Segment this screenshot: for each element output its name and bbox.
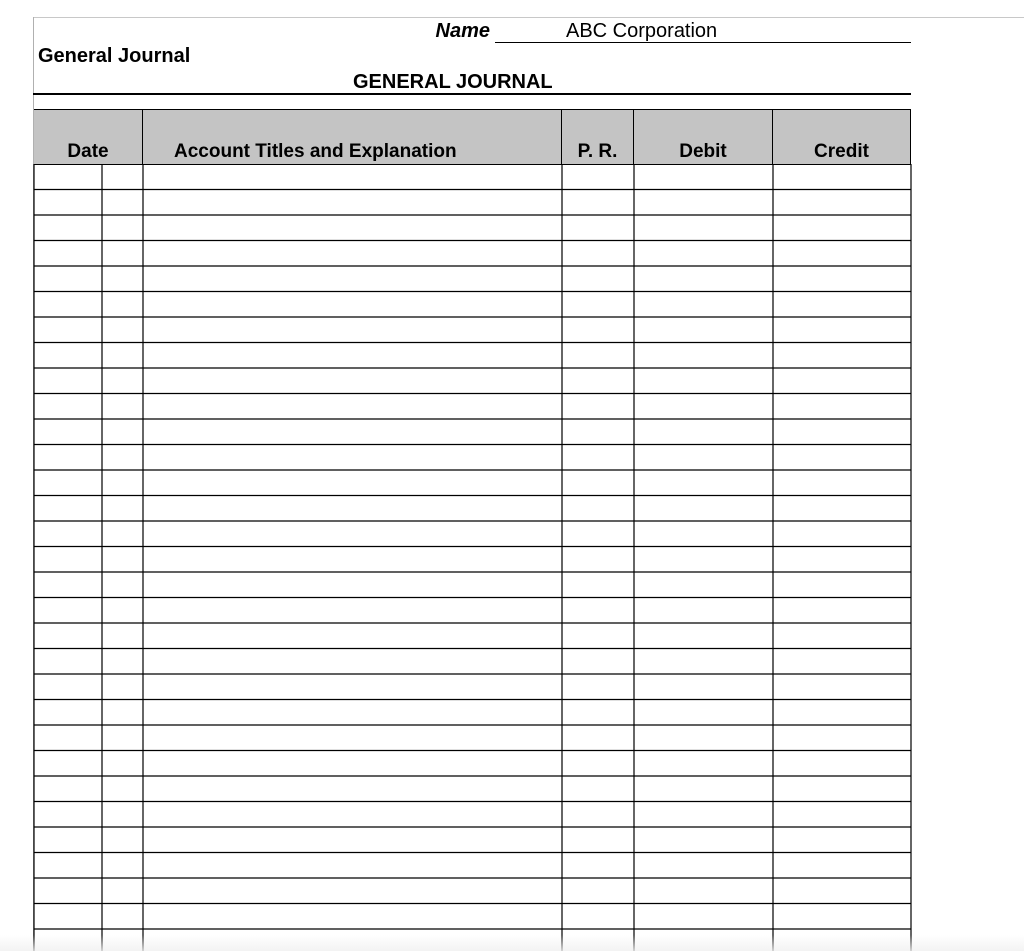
- date-month-cell[interactable]: [34, 853, 102, 879]
- debit-cell[interactable]: [634, 547, 773, 573]
- account-title-cell[interactable]: [143, 368, 562, 394]
- credit-cell[interactable]: [773, 649, 911, 675]
- debit-cell[interactable]: [634, 215, 773, 241]
- debit-cell[interactable]: [634, 470, 773, 496]
- column-header-date: Date: [34, 110, 143, 164]
- date-day-cell[interactable]: [102, 929, 143, 951]
- pr-cell[interactable]: [562, 419, 634, 445]
- debit-cell[interactable]: [634, 445, 773, 471]
- account-title-cell[interactable]: [143, 241, 562, 267]
- column-header-debit: Debit: [634, 110, 773, 164]
- account-title-cell[interactable]: [143, 470, 562, 496]
- pr-cell[interactable]: [562, 929, 634, 951]
- account-title-cell[interactable]: [143, 445, 562, 471]
- date-month-cell[interactable]: [34, 496, 102, 522]
- credit-cell[interactable]: [773, 394, 911, 420]
- table-row: [34, 343, 911, 369]
- account-title-cell[interactable]: [143, 751, 562, 777]
- table-row: [34, 623, 911, 649]
- credit-cell[interactable]: [773, 598, 911, 624]
- debit-cell[interactable]: [634, 521, 773, 547]
- debit-cell[interactable]: [634, 343, 773, 369]
- date-month-cell[interactable]: [34, 878, 102, 904]
- date-month-cell[interactable]: [34, 164, 102, 190]
- date-month-cell[interactable]: [34, 215, 102, 241]
- table-row: [34, 368, 911, 394]
- date-day-cell[interactable]: [102, 266, 143, 292]
- table-row: [34, 802, 911, 828]
- table-row: [34, 751, 911, 777]
- credit-cell[interactable]: [773, 623, 911, 649]
- date-month-cell[interactable]: [34, 190, 102, 216]
- debit-cell[interactable]: [634, 776, 773, 802]
- credit-cell[interactable]: [773, 190, 911, 216]
- debit-cell[interactable]: [634, 725, 773, 751]
- column-header-account-titles: Account Titles and Explanation: [143, 110, 562, 164]
- date-day-cell[interactable]: [102, 776, 143, 802]
- credit-cell[interactable]: [773, 878, 911, 904]
- date-month-cell[interactable]: [34, 241, 102, 267]
- date-day-cell[interactable]: [102, 751, 143, 777]
- date-month-cell[interactable]: [34, 292, 102, 318]
- date-day-cell[interactable]: [102, 878, 143, 904]
- account-title-cell[interactable]: [143, 853, 562, 879]
- pr-cell[interactable]: [562, 496, 634, 522]
- table-row: [34, 700, 911, 726]
- table-row: [34, 674, 911, 700]
- debit-cell[interactable]: [634, 853, 773, 879]
- table-row: [34, 317, 911, 343]
- debit-cell[interactable]: [634, 674, 773, 700]
- credit-cell[interactable]: [773, 802, 911, 828]
- pr-cell[interactable]: [562, 853, 634, 879]
- account-title-cell[interactable]: [143, 878, 562, 904]
- account-title-cell[interactable]: [143, 598, 562, 624]
- debit-cell[interactable]: [634, 368, 773, 394]
- pr-cell[interactable]: [562, 445, 634, 471]
- date-month-cell[interactable]: [34, 445, 102, 471]
- date-day-cell[interactable]: [102, 292, 143, 318]
- debit-cell[interactable]: [634, 164, 773, 190]
- account-title-cell[interactable]: [143, 649, 562, 675]
- account-title-cell[interactable]: [143, 623, 562, 649]
- pr-cell[interactable]: [562, 190, 634, 216]
- pr-cell[interactable]: [562, 521, 634, 547]
- date-day-cell[interactable]: [102, 317, 143, 343]
- credit-cell[interactable]: [773, 853, 911, 879]
- credit-cell[interactable]: [773, 241, 911, 267]
- date-day-cell[interactable]: [102, 419, 143, 445]
- table-row: [34, 649, 911, 675]
- pr-cell[interactable]: [562, 700, 634, 726]
- credit-cell[interactable]: [773, 470, 911, 496]
- credit-cell[interactable]: [773, 929, 911, 951]
- debit-cell[interactable]: [634, 292, 773, 318]
- date-month-cell[interactable]: [34, 623, 102, 649]
- date-month-cell[interactable]: [34, 700, 102, 726]
- table-row: [34, 827, 911, 853]
- sheet-title: General Journal: [38, 45, 191, 67]
- pr-cell[interactable]: [562, 751, 634, 777]
- date-day-cell[interactable]: [102, 623, 143, 649]
- pr-cell[interactable]: [562, 776, 634, 802]
- debit-cell[interactable]: [634, 827, 773, 853]
- date-month-cell[interactable]: [34, 343, 102, 369]
- credit-cell[interactable]: [773, 725, 911, 751]
- date-month-cell[interactable]: [34, 649, 102, 675]
- date-month-cell[interactable]: [34, 725, 102, 751]
- table-row: [34, 496, 911, 522]
- date-day-cell[interactable]: [102, 674, 143, 700]
- pr-cell[interactable]: [562, 292, 634, 318]
- date-day-cell[interactable]: [102, 190, 143, 216]
- date-month-cell[interactable]: [34, 751, 102, 777]
- date-day-cell[interactable]: [102, 445, 143, 471]
- credit-cell[interactable]: [773, 904, 911, 930]
- account-title-cell[interactable]: [143, 572, 562, 598]
- credit-cell[interactable]: [773, 266, 911, 292]
- table-row: [34, 292, 911, 318]
- account-title-cell[interactable]: [143, 700, 562, 726]
- table-row: [34, 241, 911, 267]
- pr-cell[interactable]: [562, 266, 634, 292]
- date-month-cell[interactable]: [34, 776, 102, 802]
- pr-cell[interactable]: [562, 725, 634, 751]
- table-row: [34, 470, 911, 496]
- table-row: [34, 776, 911, 802]
- table-row: [34, 521, 911, 547]
- date-month-cell[interactable]: [34, 470, 102, 496]
- table-row: [34, 725, 911, 751]
- date-day-cell[interactable]: [102, 496, 143, 522]
- credit-cell[interactable]: [773, 419, 911, 445]
- date-month-cell[interactable]: [34, 904, 102, 930]
- date-day-cell[interactable]: [102, 827, 143, 853]
- debit-cell[interactable]: [634, 878, 773, 904]
- pr-cell[interactable]: [562, 241, 634, 267]
- debit-cell[interactable]: [634, 649, 773, 675]
- date-day-cell[interactable]: [102, 598, 143, 624]
- name-label: Name: [435, 20, 490, 42]
- date-day-cell[interactable]: [102, 343, 143, 369]
- date-month-cell[interactable]: [34, 929, 102, 951]
- date-day-cell[interactable]: [102, 572, 143, 598]
- credit-cell[interactable]: [773, 215, 911, 241]
- column-header-credit: Credit: [773, 110, 911, 164]
- pr-cell[interactable]: [562, 802, 634, 828]
- date-day-cell[interactable]: [102, 394, 143, 420]
- table-row: [34, 215, 911, 241]
- column-header-pr: P. R.: [562, 110, 634, 164]
- date-day-cell[interactable]: [102, 802, 143, 828]
- debit-cell[interactable]: [634, 598, 773, 624]
- debit-cell[interactable]: [634, 751, 773, 777]
- account-title-cell[interactable]: [143, 190, 562, 216]
- credit-cell[interactable]: [773, 317, 911, 343]
- pr-cell[interactable]: [562, 394, 634, 420]
- account-title-cell[interactable]: [143, 496, 562, 522]
- credit-cell[interactable]: [773, 572, 911, 598]
- pr-cell[interactable]: [562, 649, 634, 675]
- date-day-cell[interactable]: [102, 725, 143, 751]
- date-day-cell[interactable]: [102, 241, 143, 267]
- pr-cell[interactable]: [562, 547, 634, 573]
- table-row: [34, 598, 911, 624]
- credit-cell[interactable]: [773, 292, 911, 318]
- date-month-cell[interactable]: [34, 674, 102, 700]
- credit-cell[interactable]: [773, 700, 911, 726]
- pr-cell[interactable]: [562, 317, 634, 343]
- date-day-cell[interactable]: [102, 521, 143, 547]
- date-month-cell[interactable]: [34, 572, 102, 598]
- account-title-cell[interactable]: [143, 521, 562, 547]
- account-title-cell[interactable]: [143, 419, 562, 445]
- journal-heading: GENERAL JOURNAL: [353, 71, 553, 93]
- credit-cell[interactable]: [773, 343, 911, 369]
- date-day-cell[interactable]: [102, 470, 143, 496]
- credit-cell[interactable]: [773, 164, 911, 190]
- date-day-cell[interactable]: [102, 649, 143, 675]
- date-day-cell[interactable]: [102, 853, 143, 879]
- pr-cell[interactable]: [562, 623, 634, 649]
- table-row: [34, 190, 911, 216]
- date-day-cell[interactable]: [102, 368, 143, 394]
- credit-cell[interactable]: [773, 751, 911, 777]
- date-month-cell[interactable]: [34, 394, 102, 420]
- table-row: [34, 164, 911, 190]
- debit-cell[interactable]: [634, 394, 773, 420]
- debit-cell[interactable]: [634, 929, 773, 951]
- table-row: [34, 929, 911, 951]
- date-day-cell[interactable]: [102, 164, 143, 190]
- credit-cell[interactable]: [773, 547, 911, 573]
- date-month-cell[interactable]: [34, 317, 102, 343]
- name-value[interactable]: ABC Corporation: [566, 20, 718, 42]
- account-title-cell[interactable]: [143, 802, 562, 828]
- pr-cell[interactable]: [562, 878, 634, 904]
- credit-cell[interactable]: [773, 368, 911, 394]
- credit-cell[interactable]: [773, 776, 911, 802]
- debit-cell[interactable]: [634, 802, 773, 828]
- credit-cell[interactable]: [773, 496, 911, 522]
- pr-cell[interactable]: [562, 674, 634, 700]
- pr-cell[interactable]: [562, 470, 634, 496]
- debit-cell[interactable]: [634, 700, 773, 726]
- table-row: [34, 419, 911, 445]
- debit-cell[interactable]: [634, 496, 773, 522]
- pr-cell[interactable]: [562, 368, 634, 394]
- table-row: [34, 266, 911, 292]
- account-title-cell[interactable]: [143, 674, 562, 700]
- debit-cell[interactable]: [634, 419, 773, 445]
- credit-cell[interactable]: [773, 521, 911, 547]
- account-title-cell[interactable]: [143, 929, 562, 951]
- account-title-cell[interactable]: [143, 725, 562, 751]
- account-title-cell[interactable]: [143, 776, 562, 802]
- account-title-cell[interactable]: [143, 547, 562, 573]
- credit-cell[interactable]: [773, 445, 911, 471]
- date-month-cell[interactable]: [34, 266, 102, 292]
- table-row: [34, 904, 911, 930]
- account-title-cell[interactable]: [143, 317, 562, 343]
- table-row: [34, 853, 911, 879]
- date-month-cell[interactable]: [34, 368, 102, 394]
- account-title-cell[interactable]: [143, 164, 562, 190]
- pr-cell[interactable]: [562, 164, 634, 190]
- account-title-cell[interactable]: [143, 827, 562, 853]
- date-month-cell[interactable]: [34, 802, 102, 828]
- date-month-cell[interactable]: [34, 521, 102, 547]
- pr-cell[interactable]: [562, 343, 634, 369]
- account-title-cell[interactable]: [143, 266, 562, 292]
- debit-cell[interactable]: [634, 241, 773, 267]
- debit-cell[interactable]: [634, 904, 773, 930]
- debit-cell[interactable]: [634, 266, 773, 292]
- debit-cell[interactable]: [634, 623, 773, 649]
- table-row: [34, 445, 911, 471]
- account-title-cell[interactable]: [143, 215, 562, 241]
- date-month-cell[interactable]: [34, 419, 102, 445]
- date-day-cell[interactable]: [102, 215, 143, 241]
- date-day-cell[interactable]: [102, 904, 143, 930]
- account-title-cell[interactable]: [143, 394, 562, 420]
- debit-cell[interactable]: [634, 317, 773, 343]
- date-month-cell[interactable]: [34, 598, 102, 624]
- debit-cell[interactable]: [634, 572, 773, 598]
- pr-cell[interactable]: [562, 572, 634, 598]
- pr-cell[interactable]: [562, 598, 634, 624]
- date-month-cell[interactable]: [34, 827, 102, 853]
- account-title-cell[interactable]: [143, 904, 562, 930]
- debit-cell[interactable]: [634, 190, 773, 216]
- table-row: [34, 394, 911, 420]
- table-row: [34, 572, 911, 598]
- account-title-cell[interactable]: [143, 292, 562, 318]
- date-day-cell[interactable]: [102, 700, 143, 726]
- table-row: [34, 878, 911, 904]
- date-day-cell[interactable]: [102, 547, 143, 573]
- credit-cell[interactable]: [773, 827, 911, 853]
- pr-cell[interactable]: [562, 904, 634, 930]
- credit-cell[interactable]: [773, 674, 911, 700]
- pr-cell[interactable]: [562, 827, 634, 853]
- date-month-cell[interactable]: [34, 547, 102, 573]
- account-title-cell[interactable]: [143, 343, 562, 369]
- table-row: [34, 547, 911, 573]
- pr-cell[interactable]: [562, 215, 634, 241]
